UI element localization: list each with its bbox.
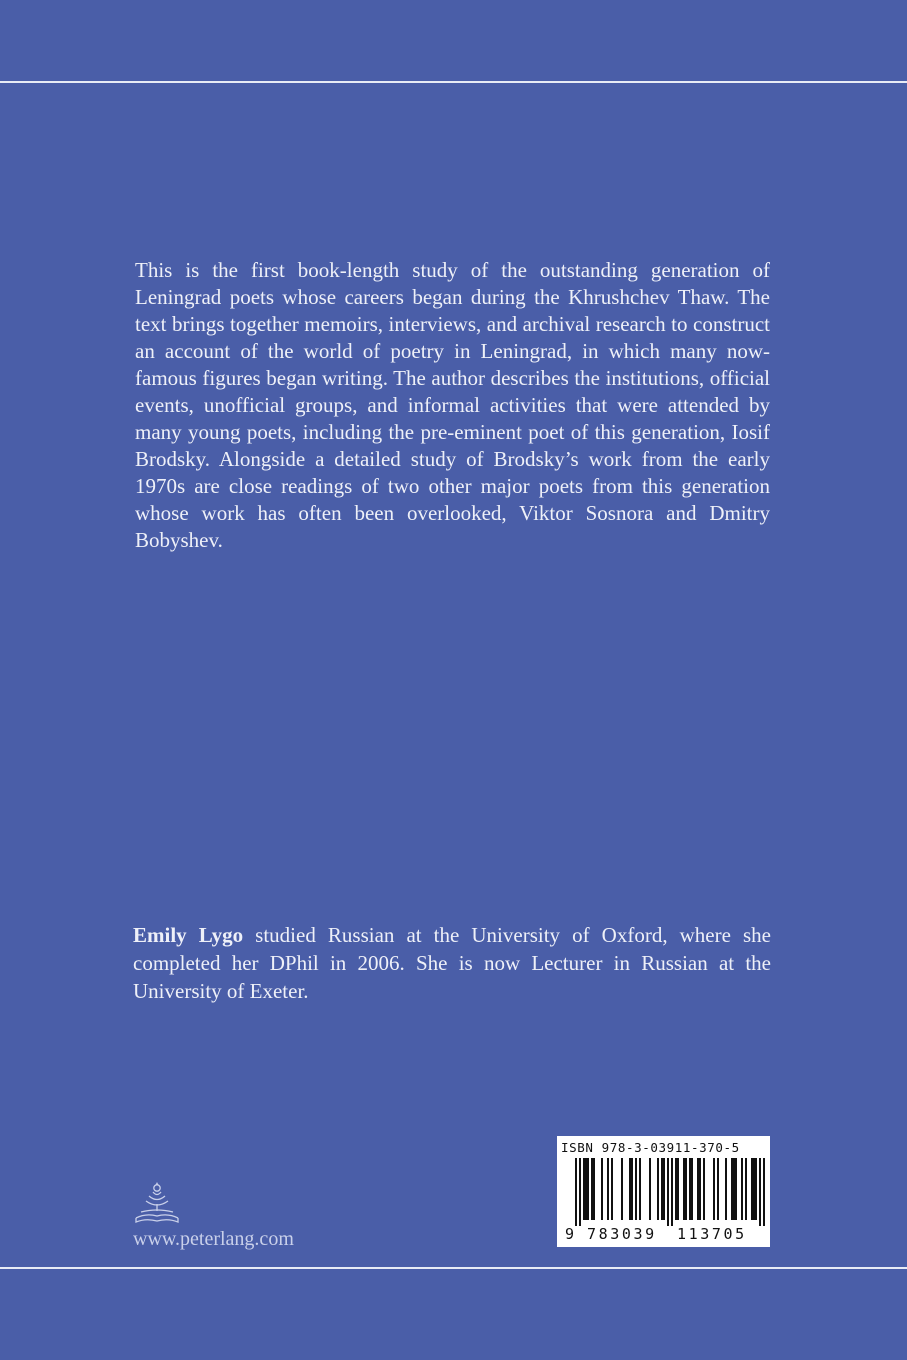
barcode-bar bbox=[661, 1158, 663, 1220]
author-bio bbox=[133, 921, 771, 1005]
barcode-bar bbox=[593, 1158, 595, 1220]
barcode-bar bbox=[611, 1158, 613, 1220]
isbn-barcode bbox=[557, 1136, 770, 1247]
publisher-url[interactable]: www.peterlang.com bbox=[133, 1228, 294, 1250]
barcode-bar bbox=[699, 1158, 701, 1220]
barcode-lead-digit: 9 bbox=[565, 1225, 575, 1243]
barcode-bar bbox=[733, 1158, 735, 1220]
barcode-bar bbox=[667, 1158, 669, 1226]
barcode-bar bbox=[583, 1158, 585, 1220]
bottom-rule bbox=[0, 1267, 907, 1269]
barcode-bar bbox=[689, 1158, 691, 1220]
barcode-bar bbox=[683, 1158, 685, 1220]
barcode-bar bbox=[639, 1158, 641, 1220]
barcode-bar bbox=[631, 1158, 633, 1220]
barcode-bar bbox=[575, 1158, 577, 1226]
barcode-bar bbox=[591, 1158, 593, 1220]
barcode-bar bbox=[759, 1158, 761, 1226]
barcode-bar bbox=[725, 1158, 727, 1220]
barcode-graphic bbox=[557, 1136, 770, 1247]
peter-lang-logo-icon bbox=[132, 1178, 182, 1226]
barcode-bar bbox=[649, 1158, 651, 1220]
barcode-bar bbox=[635, 1158, 637, 1220]
isbn-label: ISBN 978-3-03911-370-5 bbox=[561, 1140, 740, 1155]
barcode-bar bbox=[735, 1158, 737, 1220]
barcode-bar bbox=[677, 1158, 679, 1220]
barcode-bar bbox=[585, 1158, 587, 1220]
barcode-bar bbox=[621, 1158, 623, 1220]
barcode-bar bbox=[691, 1158, 693, 1220]
barcode-bar bbox=[601, 1158, 603, 1220]
author-name: Emily Lygo bbox=[133, 923, 244, 947]
barcode-bar bbox=[755, 1158, 757, 1220]
barcode-bar bbox=[675, 1158, 677, 1220]
barcode-bar bbox=[697, 1158, 699, 1220]
barcode-bar bbox=[629, 1158, 631, 1220]
barcode-bar bbox=[731, 1158, 733, 1220]
barcode-bar bbox=[703, 1158, 705, 1220]
barcode-bar bbox=[713, 1158, 715, 1220]
barcode-bar bbox=[671, 1158, 673, 1226]
barcode-bar bbox=[663, 1158, 665, 1220]
barcode-right-digits: 113705 bbox=[677, 1225, 747, 1243]
barcode-left-digits: 783039 bbox=[587, 1225, 657, 1243]
barcode-bar bbox=[587, 1158, 589, 1220]
barcode-bar bbox=[763, 1158, 765, 1226]
barcode-bar bbox=[607, 1158, 609, 1220]
barcode-bar bbox=[753, 1158, 755, 1220]
barcode-bar bbox=[717, 1158, 719, 1220]
barcode-bar bbox=[685, 1158, 687, 1220]
author-bio-text: studied Russian at the University of Oxford, where she completed her DPhil in 2006. She is now Lecturer in Russian at the University of Exeter. bbox=[133, 923, 771, 1003]
barcode-bar bbox=[745, 1158, 747, 1220]
barcode-bar bbox=[579, 1158, 581, 1226]
barcode-bar bbox=[751, 1158, 753, 1220]
book-description: This is the first book-length study of the outstanding generation of Leningrad poets whose careers began during the Khrushchev Thaw. The text brings together memoirs, interviews, and archival research to construct an account of the world of poetry in Leningrad, in which many now-famous figures began writing. The author describes the institutions, official events, unofficial groups, and informal activities that were attended by many young poets, including the pre-eminent poet of this generation, Iosif Brodsky. Alongside a detailed study of Brodsky’s work from the early 1970s are close readings of two other major poets from this generation whose work has often been overlooked, Viktor Sosnora and Dmitry Bobyshev. bbox=[135, 258, 770, 552]
top-rule bbox=[0, 81, 907, 83]
barcode-bar bbox=[657, 1158, 659, 1220]
barcode-bar bbox=[741, 1158, 743, 1220]
